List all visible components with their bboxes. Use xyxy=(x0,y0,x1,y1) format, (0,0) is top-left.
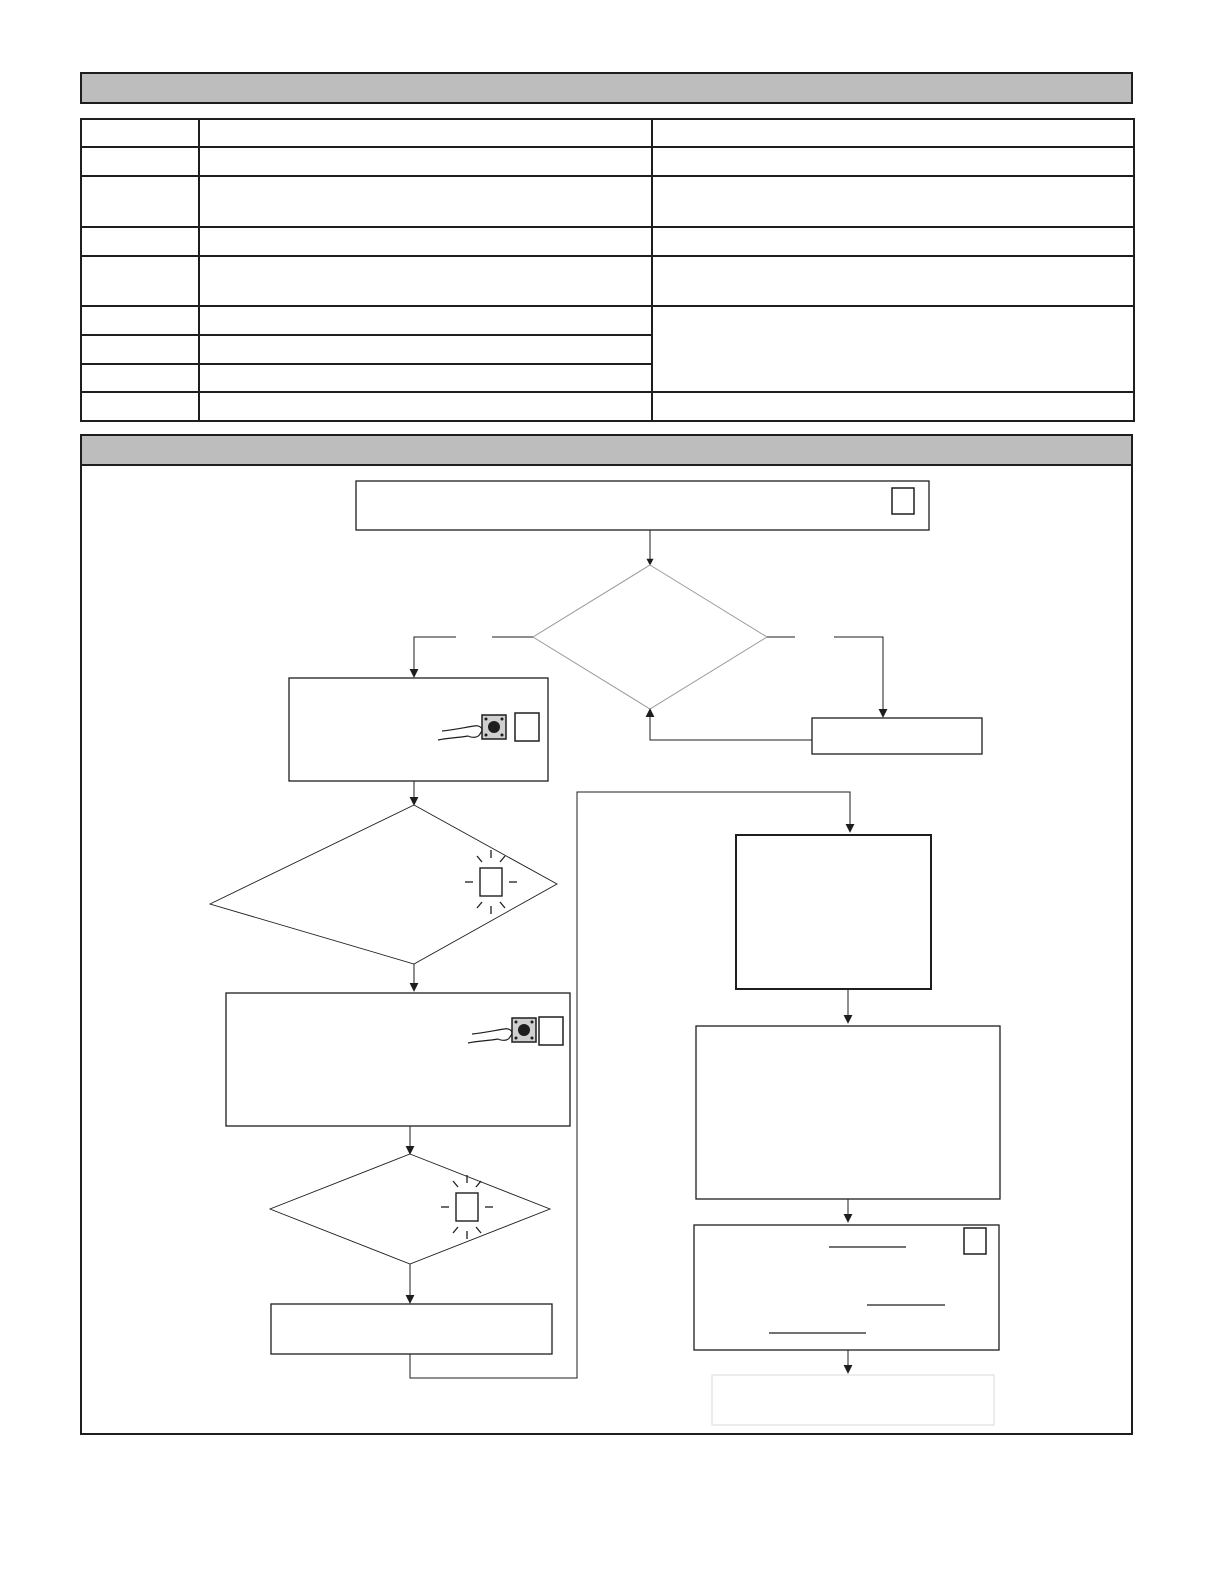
decision-diamond-3 xyxy=(270,1154,550,1264)
small-square-marker-icon xyxy=(539,1017,563,1045)
press-button-box-1 xyxy=(289,678,548,781)
decision-diamond-2 xyxy=(210,805,557,964)
finger-press-button-icon xyxy=(438,715,506,740)
flow-arrow xyxy=(834,637,883,717)
small-square-marker-icon xyxy=(892,488,914,514)
flow-connector xyxy=(410,792,850,1378)
step-box-a xyxy=(736,835,931,989)
step-box-b xyxy=(696,1026,1000,1199)
loop-box xyxy=(812,718,982,754)
finger-press-button-icon xyxy=(468,1018,536,1043)
flashing-light-icon xyxy=(441,1175,493,1239)
small-square-marker-icon xyxy=(515,713,539,741)
press-button-box-2 xyxy=(226,993,570,1126)
step-box-3 xyxy=(271,1304,552,1354)
flow-arrow xyxy=(414,637,456,677)
small-square-marker-icon xyxy=(964,1228,986,1254)
start-box xyxy=(356,481,929,530)
flow-arrow-loop xyxy=(650,709,812,740)
step-box-d-faint xyxy=(712,1375,994,1425)
decision-diamond-1 xyxy=(533,565,767,709)
flashing-light-icon xyxy=(465,850,517,914)
step-box-c xyxy=(694,1225,999,1350)
